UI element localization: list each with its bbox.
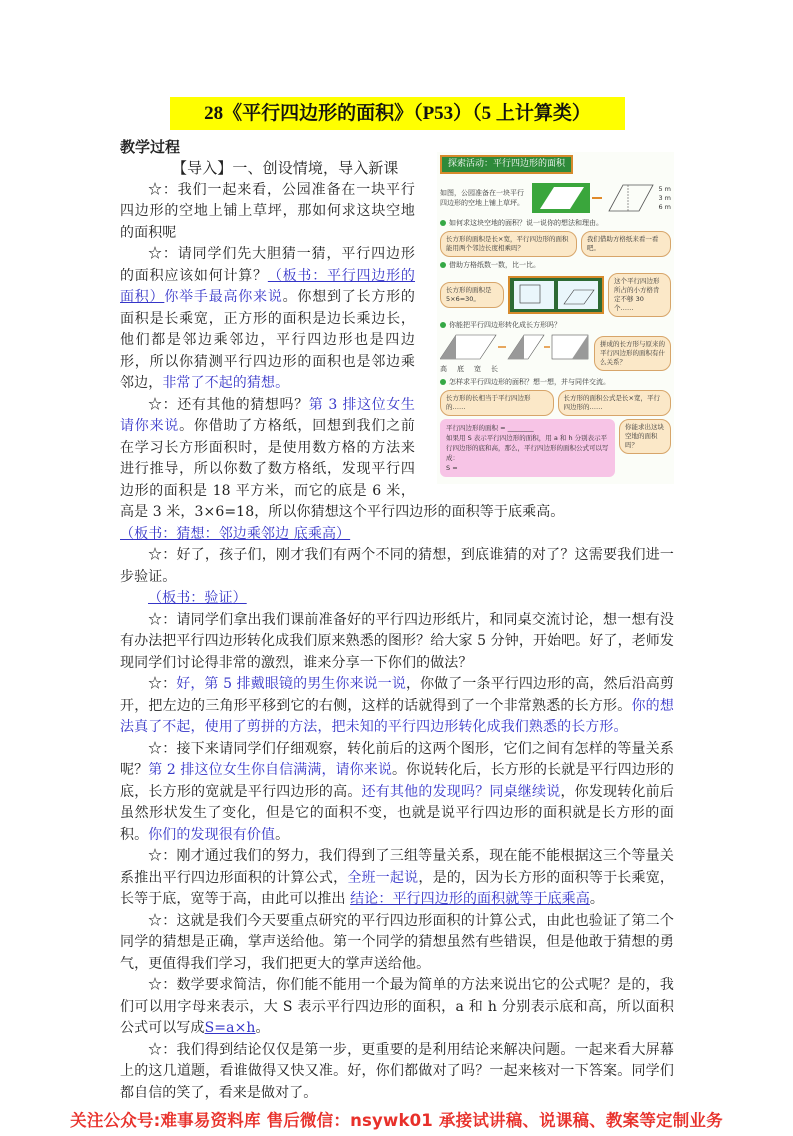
- bubble-row-2: [440, 390, 671, 416]
- bubble-2: 我们借助方格纸来看一看吧。: [581, 231, 671, 257]
- text-segment: ☆：刚才通过我们的努力，我们得到了三组等量关系，现在能不能根据这三个等量关系推出平行四边形面积的计算公式，: [120, 848, 674, 886]
- teacher-remark: 你的想法真了不起，使用了剪拼的方法，把未知的平行四边形转化成我们熟悉的长方形。: [120, 697, 674, 735]
- footer-banner: 关注公众号:难事易资料库 售后微信：nsywk01 承接试讲稿、说课稿、教案等定制业务: [70, 1111, 723, 1130]
- board-note: （板书：验证）: [148, 590, 247, 606]
- text-segment: ☆：还有其他的猜想吗？: [148, 396, 309, 413]
- formula-s: S =: [446, 464, 458, 472]
- question-1-text: 如何求这块空地的面积？说一说你的想法和理由。: [449, 219, 603, 227]
- lesson-body: [120, 158, 674, 1104]
- page-title: 28《平行四边形的面积》（P53）（5 上计算类）: [170, 97, 625, 130]
- paragraph: [120, 588, 674, 610]
- grid-row: [440, 273, 671, 317]
- label-base: 底: [457, 365, 464, 373]
- question-3-text: 你能把平行四边形转化成长方形吗？: [449, 321, 561, 329]
- bubble-7: 长方形的面积公式是长×宽，平行四边形的……: [558, 390, 672, 416]
- text-segment: ☆：请同学们拿出我们课前准备好的平行四边形纸片，和同桌交流讨论，想一想有没有办法把平行四边形转化成我们原来熟悉的图形？给大家 5 分钟，开始吧。好了，老师发现同学们讨论得非常的激烈，谁来分享一下你们的做法？: [120, 611, 674, 671]
- question-1: [440, 218, 671, 228]
- bubble-4: 这个平行四边形所占的小方格肯定不够 30 个……: [608, 273, 671, 317]
- section-heading: 教学过程: [120, 138, 181, 156]
- text-segment: 。: [255, 1020, 270, 1036]
- text-segment: 。你说转化后，长方形的长就是平行四边形的底，长方形的宽就是平行四边形的高。: [120, 762, 675, 800]
- text-segment: 。你借助了方格纸，回想到我们之前在学习长方形面积时，是使用数方格的方法来进行推导，所以你数了数方格纸，发现平行四边形的面积是 18 平方米，而它的底是 6 米，高是 3 米，3×6=18，所以你猜想这个平行四边形的面积等于底乘高。: [120, 418, 565, 520]
- teacher-remark: 全班一起说: [347, 869, 419, 886]
- text-segment: 。你想到了长方形的面积是长乘宽，正方形的面积是边长乘边长，他们都是邻边乘邻边，平行四边形也是四边形，所以你猜测平行四边形的面积也是邻边乘邻边，: [120, 289, 415, 391]
- text-segment: 。: [275, 826, 290, 843]
- dim-slant: 5 m: [658, 184, 671, 193]
- paragraph: [120, 545, 674, 588]
- dim-height: 3 m: [658, 193, 671, 202]
- board-note: 结论：平行四边形的面积就等于底乘高: [350, 891, 590, 907]
- text-segment: ☆：好了，孩子们，刚才我们有两个不同的猜想，到底谁猜的对了？这需要我们进一步验证。: [120, 547, 674, 585]
- text-segment: ☆：我们一起来看，公园准备在一块平行四边形的空地上铺上草坪，那如何求这块空地的面积呢: [120, 181, 415, 241]
- label-width: 宽: [474, 365, 481, 373]
- transform-row: [440, 333, 671, 374]
- main-text: [120, 545, 674, 1104]
- text-segment: ☆：接下来请同学们仔细观察，转化前后的这两个图形，它们之间有怎样的等量关系呢？: [120, 740, 674, 778]
- bubble-5: 拼成的长方形与原来的平行四边形的面积有什么关系？: [594, 336, 671, 371]
- teacher-remark: 还有其他的发现吗？同桌继续说: [361, 783, 561, 800]
- text-segment: ，你做了一条平行四边形的高，然后沿高剪开，把左边的三角形平移到它的右侧，这样的话就得到了一个非常熟悉的长方形。: [120, 676, 675, 714]
- question-3: [440, 320, 671, 330]
- formula-line: 平行四边形的面积 = ________: [446, 424, 534, 432]
- text-segment: ☆：数学要求简洁，你们能不能用一个最为简单的方法来说出它的公式呢？是的，我们可以用字母来表示，大 S 表示平行四边形的面积，a 和 h 分别表示底和高，所以面积公式可以写成: [120, 977, 674, 1036]
- text-segment: ☆：: [148, 676, 177, 692]
- bubble-3: 长方形的面积是 5×6=30。: [440, 282, 504, 308]
- lawn-parallelogram: [532, 181, 604, 215]
- paragraph: [120, 911, 674, 976]
- bullet-icon: [440, 379, 446, 385]
- formula-box: [440, 419, 615, 477]
- question-4-text: 怎样求平行四边形的面积？想一想，并与同伴交流。: [449, 378, 610, 386]
- textbook-header: 探索活动：平行四边形的面积: [440, 155, 573, 174]
- teacher-remark: 你们的发现很有价值: [148, 826, 276, 843]
- text-segment: ☆：请同学们先大胆猜一猜，平行四边形的面积应该如何计算？: [120, 246, 415, 284]
- text-segment: ☆：我们得到结论仅仅是第一步，更重要的是利用结论来解决问题。一起来看大屏幕上的这几道题，看谁做得又快又准。好，你们都做对了吗？一起来核对一下答案。同学们都自信的笑了，看来是做对了。: [120, 1041, 674, 1101]
- bubble-row-1: [440, 231, 671, 257]
- teacher-remark: 你举手最高你来说: [164, 289, 283, 305]
- question-2: [440, 260, 671, 270]
- paragraph: [120, 739, 674, 847]
- dimensioned-parallelogram: [608, 183, 654, 213]
- paragraph: [120, 1040, 674, 1105]
- transform-shapes: [440, 333, 590, 361]
- bubble-8: 你能求出这块空地的面积吗？: [619, 419, 671, 454]
- label-length: 长: [491, 365, 498, 373]
- teacher-remark: 非常了不起的猜想。: [162, 375, 290, 391]
- board-note: （板书：猜想：邻边乘邻边 底乘高）: [120, 525, 351, 542]
- bubble-1: 长方形的面积是长×宽，平行四边形的面积能用两个邻边长度相乘吗？: [440, 231, 577, 257]
- formula-text: 如果用 S 表示平行四边形的面积，用 a 和 h 分别表示平行四边形的底和高，那么，平行四边形的面积公式可以写成：: [446, 434, 609, 462]
- teacher-remark: 第 2 排这位女生你自信满满，请你来说: [148, 762, 392, 778]
- intro-row: [440, 181, 671, 215]
- grid-board: [508, 276, 604, 314]
- diagram-labels: [440, 364, 590, 374]
- bullet-icon: [440, 262, 446, 268]
- text-segment: 。: [589, 891, 604, 907]
- bullet-icon: [440, 322, 446, 328]
- label-high: 高: [440, 365, 447, 373]
- teacher-remark: 第 3 排这位女生请你来说: [120, 396, 415, 434]
- paragraph: [120, 674, 674, 739]
- question-2-text: 借助方格纸数一数，比一比。: [449, 261, 540, 269]
- paragraph: [120, 610, 674, 675]
- paragraph: [120, 846, 674, 911]
- teacher-remark: 好，第 5 排戴眼镜的男生你来说一说: [176, 676, 406, 692]
- bullet-icon: [440, 220, 446, 226]
- text-segment: ，你发现转化前后虽然形状发生了变化，但是它的面积不变，也就是说平行四边形的面积就是长方形的面积。: [120, 783, 674, 843]
- dimensions: [658, 185, 671, 212]
- text-segment: ，是的，因为长方形的面积等于长乘宽，长等于底，宽等于高，由此可以推出: [120, 869, 674, 907]
- cut-and-move-diagram: [440, 333, 590, 374]
- subheading: 【导入】一、创设情境，导入新课: [172, 159, 399, 177]
- formula-row: [440, 419, 671, 477]
- board-note: S=a×h: [204, 1020, 256, 1036]
- paragraph: [120, 975, 674, 1040]
- board-note: （板书：平行四边形的面积）: [120, 267, 416, 305]
- text-segment: ☆：这就是我们今天要重点研究的平行四边形面积的计算公式，由此也验证了第二个同学的猜想是正确，掌声送给他。第一个同学的猜想虽然有些错误，但是他敢于猜想的勇气，更值得我们学习，我们把更大的掌声送给他。: [120, 912, 674, 972]
- question-4: [440, 377, 671, 387]
- textbook-intro: 如图，公园准备在一块平行四边形的空地上铺上草坪。: [440, 189, 524, 207]
- bubble-6: 长方形的长相当于平行四边形的……: [440, 390, 554, 416]
- dim-base: 6 m: [658, 202, 671, 211]
- textbook-illustration: [437, 152, 674, 484]
